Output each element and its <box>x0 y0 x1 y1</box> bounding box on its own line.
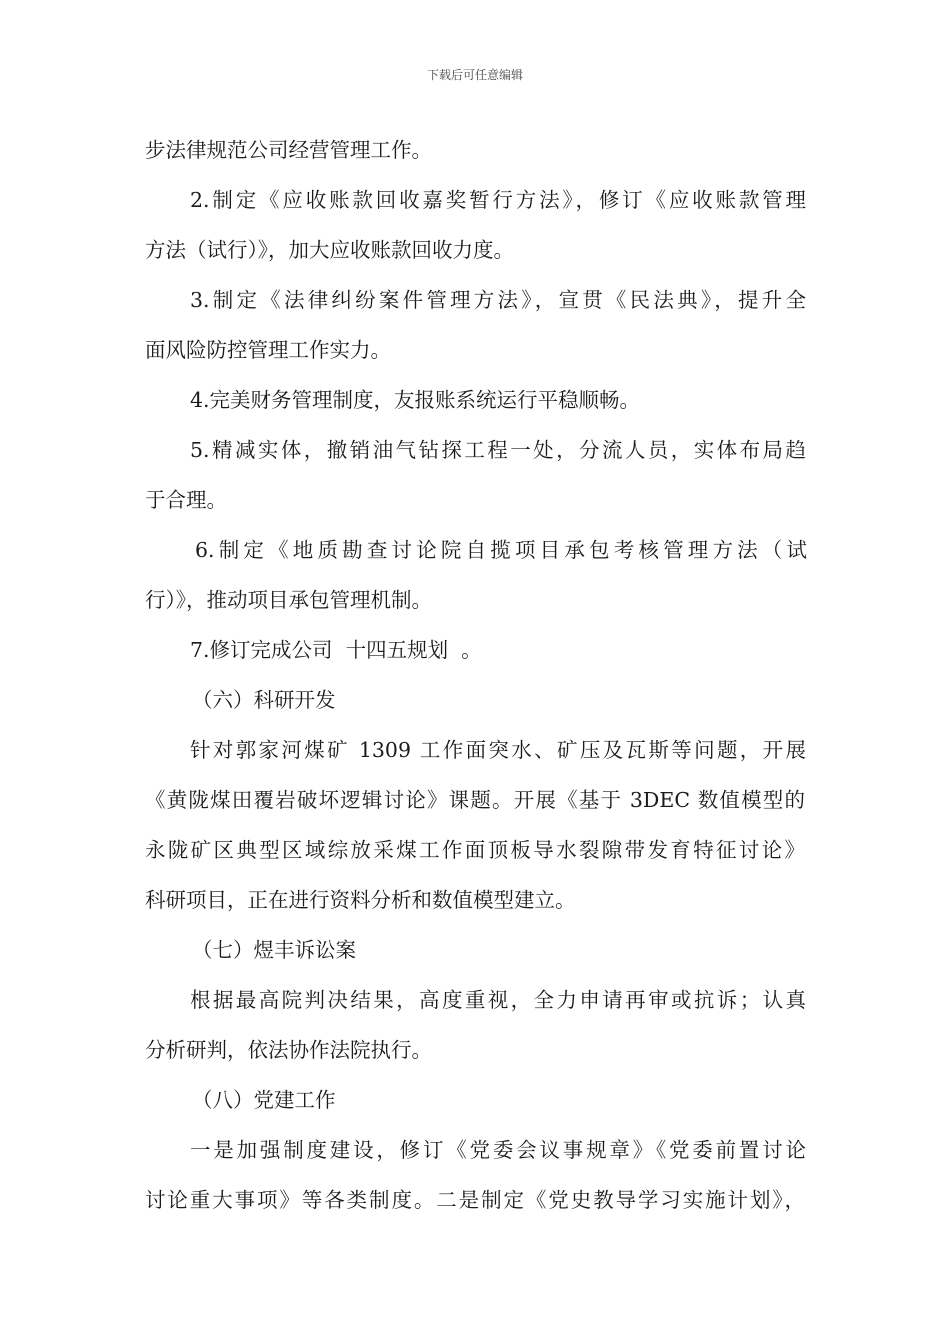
body-line-8: 于合理。 <box>145 488 227 512</box>
body-line-1: 步法律规范公司经营管理工作。 <box>145 138 432 162</box>
body-line-7: 5.精减实体，撤销油气钻探工程一处，分流人员，实体布局趋 <box>190 438 806 462</box>
body-line-3: 方法（试行）》，加大应收账款回收力度。 <box>145 238 514 262</box>
body-line-15: 永陇矿区典型区域综放采煤工作面顶板导水裂隙带发育特征讨论》 <box>145 838 805 862</box>
body-line-13: 针对郭家河煤矿 1309 工作面突水、矿压及瓦斯等问题，开展 <box>190 738 806 762</box>
body-line-4: 3.制定《法律纠纷案件管理方法》，宣贯《民法典》，提升全 <box>190 288 806 312</box>
page-header: 下载后可任意编辑 <box>426 68 523 82</box>
body-line-5: 面风险防控管理工作实力。 <box>145 338 391 362</box>
body-line-14: 《黄陇煤田覆岩破坏逻辑讨论》课题。开展《基于 3DEC 数值模型的 <box>145 788 805 812</box>
body-line-9: 6.制定《地质勘查讨论院自揽项目承包考核管理方法（试 <box>195 538 807 562</box>
body-line-16: 科研项目，正在进行资料分析和数值模型建立。 <box>145 888 576 912</box>
body-line-11: 7.修订完成公司 十四五规划 。 <box>190 638 482 662</box>
body-line-22: 讨论重大事项》等各类制度。二是制定《党史教导学习实施计划》， <box>145 1188 805 1212</box>
section-heading-6: （六）科研开发 <box>192 688 336 712</box>
body-line-2: 2.制定《应收账款回收嘉奖暂行方法》，修订《应收账款管理 <box>190 188 806 212</box>
body-line-19: 分析研判，依法协作法院执行。 <box>145 1038 432 1062</box>
body-line-18: 根据最高院判决结果，高度重视，全力申请再审或抗诉；认真 <box>190 988 806 1012</box>
body-line-6: 4.完美财务管理制度，友报账系统运行平稳顺畅。 <box>190 388 641 412</box>
section-heading-8: （八）党建工作 <box>192 1088 336 1112</box>
body-line-10: 行）》，推动项目承包管理机制。 <box>145 588 432 612</box>
section-heading-7: （七）煜丰诉讼案 <box>192 938 356 962</box>
body-line-21: 一是加强制度建设，修订《党委会议事规章》《党委前置讨论 <box>190 1138 806 1162</box>
